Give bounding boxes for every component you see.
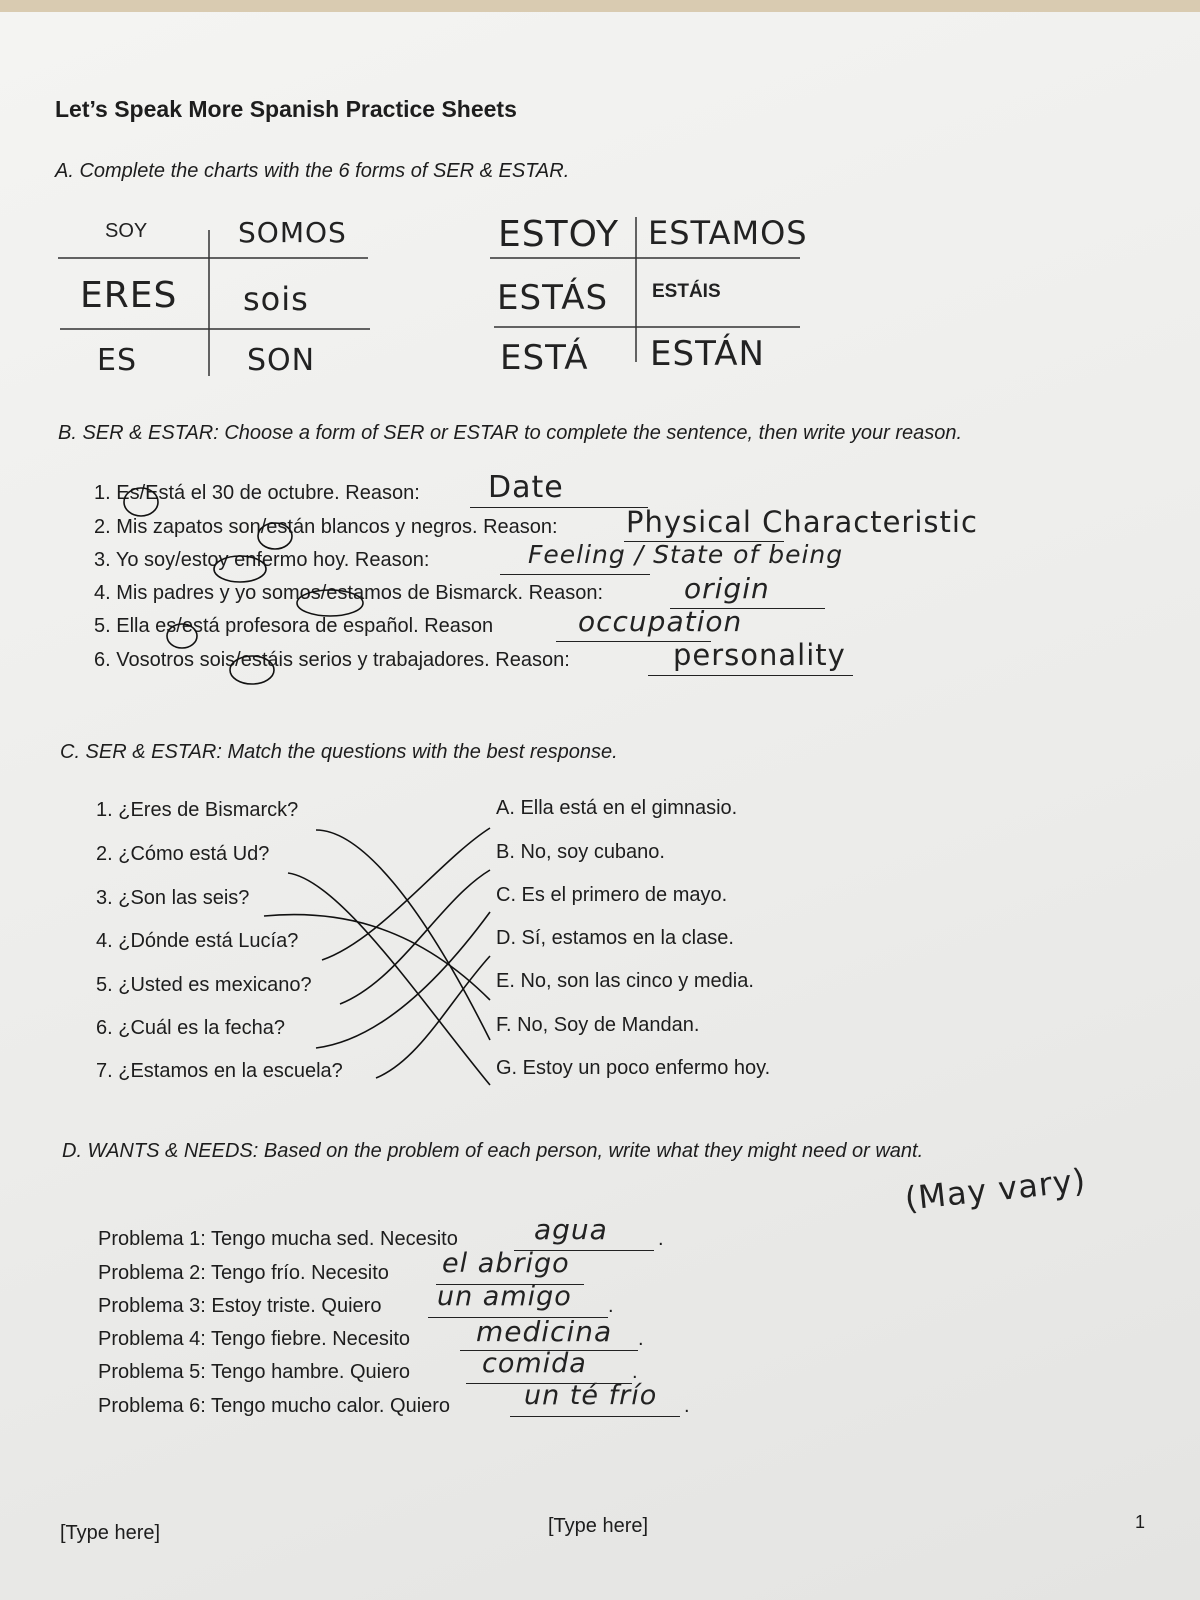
footer-left: [Type here] xyxy=(60,1522,161,1544)
b-answer-5: occupation xyxy=(578,605,743,638)
d-end-4: . xyxy=(638,1328,644,1350)
c-response-e: E. No, son las cinco y media. xyxy=(496,970,754,992)
d-end-6: . xyxy=(684,1395,690,1417)
section-d-instruction: D. WANTS & NEEDS: Based on the problem of each person, write what they might need or want. xyxy=(62,1140,924,1162)
b-item-4: 4. Mis padres y yo somos/estamos de Bismarck. Reason: xyxy=(94,582,604,604)
ser-cell-1: SOY xyxy=(105,220,148,242)
d-item-6: Problema 6: Tengo mucho calor. Quiero xyxy=(98,1395,451,1417)
c-response-c: C. Es el primero de mayo. xyxy=(496,884,728,906)
c-question-4: 4. ¿Dónde está Lucía? xyxy=(96,930,299,952)
b-blank-1 xyxy=(470,507,648,508)
d-answer-3: un amigo xyxy=(437,1281,572,1312)
d-item-5: Problema 5: Tengo hambre. Quiero xyxy=(98,1361,411,1383)
b-answer-1: Date xyxy=(488,470,564,505)
estar-cell-5: ESTÁ xyxy=(500,338,589,378)
d-blank-6 xyxy=(510,1416,680,1417)
d-answer-2: el abrigo xyxy=(442,1248,570,1279)
may-vary-note: (May vary) xyxy=(903,1160,1088,1218)
c-question-6: 6. ¿Cuál es la fecha? xyxy=(96,1017,285,1039)
c-response-b: B. No, soy cubano. xyxy=(496,841,665,863)
b-answer-2: Physical Characteristic xyxy=(626,505,978,539)
ser-cell-3: ERES xyxy=(80,275,178,316)
d-end-3: . xyxy=(608,1295,614,1317)
c-question-2: 2. ¿Cómo está Ud? xyxy=(96,843,270,865)
estar-cell-2: ESTAMOS xyxy=(648,214,808,252)
b-answer-4: origin xyxy=(684,572,770,605)
d-answer-1: agua xyxy=(534,1213,608,1246)
c-question-7: 7. ¿Estamos en la escuela? xyxy=(96,1060,343,1082)
ser-cell-2: SOMOS xyxy=(238,216,347,249)
d-answer-5: comida xyxy=(482,1348,587,1379)
estar-cell-6: ESTÁN xyxy=(650,334,765,374)
d-item-1: Problema 1: Tengo mucha sed. Necesito xyxy=(98,1228,458,1250)
d-item-4: Problema 4: Tengo fiebre. Necesito xyxy=(98,1328,411,1350)
c-question-5: 5. ¿Usted es mexicano? xyxy=(96,974,312,996)
b-item-5: 5. Ella es/está profesora de español. Reason xyxy=(94,615,494,637)
section-c-instruction: C. SER & ESTAR: Match the questions with the best response. xyxy=(60,741,618,763)
ser-cell-6: SON xyxy=(247,343,316,378)
b-answer-6: personality xyxy=(673,638,846,672)
b-blank-3 xyxy=(500,574,650,575)
b-item-3: 3. Yo soy/estoy enfermo hoy. Reason: xyxy=(94,549,430,571)
page-title: Let’s Speak More Spanish Practice Sheets xyxy=(55,96,517,122)
d-item-3: Problema 3: Estoy triste. Quiero xyxy=(98,1295,382,1317)
c-response-a: A. Ella está en el gimnasio. xyxy=(496,797,738,819)
c-response-f: F. No, Soy de Mandan. xyxy=(496,1014,700,1036)
b-answer-3: Feeling / State of being xyxy=(528,540,844,569)
estar-cell-3: ESTÁS xyxy=(497,278,609,318)
section-a-instruction: A. Complete the charts with the 6 forms of SER & ESTAR. xyxy=(55,160,570,182)
d-end-1: . xyxy=(658,1228,664,1250)
d-answer-6: un té frío xyxy=(524,1380,658,1411)
d-end-5: . xyxy=(632,1361,638,1383)
ser-cell-4: sois xyxy=(243,280,309,318)
b-item-2: 2. Mis zapatos son/están blancos y negros. Reason: xyxy=(94,516,558,538)
estar-cell-1: ESTOY xyxy=(498,214,619,255)
b-item-6: 6. Vosotros sois/estáis serios y trabajadores. Reason: xyxy=(94,649,570,671)
estar-cell-4: ESTÁIS xyxy=(652,281,721,302)
c-response-d: D. Sí, estamos en la clase. xyxy=(496,927,734,949)
c-response-g: G. Estoy un poco enfermo hoy. xyxy=(496,1057,771,1079)
section-b-instruction: B. SER & ESTAR: Choose a form of SER or ESTAR to complete the sentence, then write your reason. xyxy=(58,422,963,444)
d-answer-4: medicina xyxy=(476,1315,613,1348)
ser-cell-5: ES xyxy=(97,343,137,378)
c-question-3: 3. ¿Son las seis? xyxy=(96,887,250,909)
footer-center: [Type here] xyxy=(548,1515,649,1537)
b-item-1: 1. Es/Está el 30 de octubre. Reason: xyxy=(94,482,420,504)
b-blank-6 xyxy=(648,675,853,676)
c-question-1: 1. ¿Eres de Bismarck? xyxy=(96,799,299,821)
page-number: 1 xyxy=(1135,1512,1146,1532)
d-item-2: Problema 2: Tengo frío. Necesito xyxy=(98,1262,389,1284)
